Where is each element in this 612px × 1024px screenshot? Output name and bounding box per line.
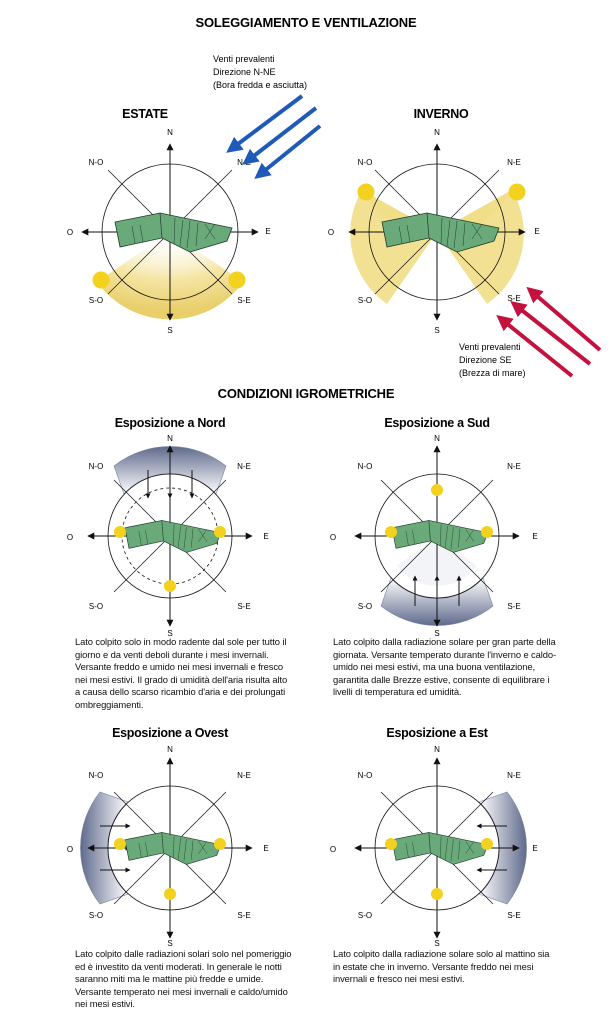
- sun-icon: [431, 484, 443, 496]
- exposure-south-title: Esposizione a Sud: [384, 416, 490, 430]
- sun-icon: [509, 184, 526, 201]
- south-compass: [355, 446, 519, 626]
- exposure-west-title: Esposizione a Ovest: [112, 726, 228, 740]
- compass-n: N: [434, 128, 440, 137]
- compass-ne: N-E: [237, 462, 251, 471]
- compass-o: O: [329, 845, 337, 854]
- compass-no: N-O: [357, 158, 373, 167]
- compass-so: S-O: [357, 602, 373, 611]
- compass-e: E: [265, 227, 271, 236]
- compass-s: S: [434, 939, 440, 948]
- compass-se: S-E: [507, 911, 521, 920]
- title-solar-ventilation: SOLEGGIAMENTO E VENTILAZIONE: [195, 15, 417, 30]
- winter-compass: [349, 144, 526, 320]
- compass-se: S-E: [237, 602, 251, 611]
- compass-ne: N-E: [237, 771, 251, 780]
- compass-s: S: [167, 629, 173, 638]
- compass-so: S-O: [88, 911, 104, 920]
- compass-n: N: [167, 434, 173, 443]
- compass-s: S: [167, 326, 173, 335]
- compass-so: S-O: [357, 296, 373, 305]
- wind-nne-line2: Direzione N-NE: [213, 67, 276, 77]
- compass-so: S-O: [88, 296, 104, 305]
- sun-icon: [164, 580, 176, 592]
- compass-se: S-E: [237, 911, 251, 920]
- compass-e: E: [263, 532, 269, 541]
- compass-s: S: [167, 939, 173, 948]
- compass-e: E: [532, 844, 538, 853]
- compass-no: N-O: [88, 462, 104, 471]
- compass-se: S-E: [237, 296, 251, 305]
- sun-icon: [385, 838, 397, 850]
- compass-n: N: [434, 745, 440, 754]
- wind-se-line2: Direzione SE: [459, 355, 512, 365]
- sun-icon: [93, 272, 110, 289]
- compass-ne: N-E: [507, 462, 521, 471]
- compass-ne: N-E: [507, 771, 521, 780]
- wind-se-arrows: [500, 290, 600, 376]
- exposure-east-text: Lato colpito dalla radiazione solare solo al mattino sia in estate che in inverno. Versante freddo nei mesi invernali e fresco nei mesi estivi.: [333, 948, 550, 985]
- compass-se: S-E: [507, 602, 521, 611]
- wind-nne-line1: Venti prevalenti: [213, 54, 275, 64]
- compass-no: N-O: [357, 771, 373, 780]
- exposure-east-title: Esposizione a Est: [386, 726, 488, 740]
- west-compass: [80, 758, 252, 938]
- compass-e: E: [263, 844, 269, 853]
- sun-icon: [114, 838, 126, 850]
- compass-no: N-O: [357, 462, 373, 471]
- compass-e: E: [532, 532, 538, 541]
- compass-n: N: [434, 434, 440, 443]
- compass-s: S: [434, 629, 440, 638]
- wind-se-line1: Venti prevalenti: [459, 342, 521, 352]
- compass-o: O: [66, 533, 74, 542]
- compass-ne: N-E: [237, 158, 251, 167]
- exposure-south-text: Lato colpito dalla radiazione solare per gran parte della giornata. Versante temperato durante l'inverno e caldo-umido nei mesi estivi, ma una buona ventilazione, garantita dalle Brezze estive, consente di equilibrare i livelli di temperatura ed umidità.: [333, 636, 556, 698]
- sun-icon: [385, 526, 397, 538]
- wind-nne-line3: (Bora fredda e asciutta): [213, 80, 308, 90]
- compass-o: O: [66, 228, 74, 237]
- compass-so: S-O: [357, 911, 373, 920]
- summer-title: ESTATE: [122, 107, 168, 121]
- compass-no: N-O: [88, 771, 104, 780]
- sun-icon: [164, 888, 176, 900]
- compass-o: O: [329, 533, 337, 542]
- exposure-north-text: Lato colpito solo in modo radente dal sole per tutto il giorno e da venti deboli durante i mesi invernali. Versante freddo e umido nei mesi invernali e fresco nei mesi estivi. Il grado di umidità dell'aria risulta alto a causa dello scarso ricambio d'aria e dei prolungati ombreggiamenti.: [75, 636, 288, 710]
- compass-o: O: [327, 228, 335, 237]
- winter-title: INVERNO: [413, 107, 469, 121]
- compass-n: N: [167, 128, 173, 137]
- sun-icon: [481, 526, 493, 538]
- sun-icon: [481, 838, 493, 850]
- summer-compass: [82, 144, 258, 320]
- sun-icon: [214, 838, 226, 850]
- title-hygrometric: CONDIZIONI IGROMETRICHE: [217, 386, 395, 401]
- compass-no: N-O: [88, 158, 104, 167]
- sun-icon: [358, 184, 375, 201]
- compass-ne: N-E: [507, 158, 521, 167]
- compass-o: O: [66, 845, 74, 854]
- compass-e: E: [534, 227, 540, 236]
- wind-se-line3: (Brezza di mare): [459, 368, 526, 378]
- exposure-west-text: Lato colpito dalle radiazioni solari solo nel pomeriggio ed è investito da venti moderati. In generale le notti saranno miti ma le mattine più fredde e umide. Versante temperato nei mesi invernali e caldo/umido nei mesi estivi.: [75, 948, 292, 1010]
- east-compass: [355, 758, 527, 938]
- compass-so: S-O: [88, 602, 104, 611]
- compass-s: S: [434, 326, 440, 335]
- sun-icon: [431, 888, 443, 900]
- compass-se: S-E: [507, 294, 521, 303]
- sun-icon: [229, 272, 246, 289]
- exposure-north-title: Esposizione a Nord: [114, 416, 226, 430]
- compass-n: N: [167, 745, 173, 754]
